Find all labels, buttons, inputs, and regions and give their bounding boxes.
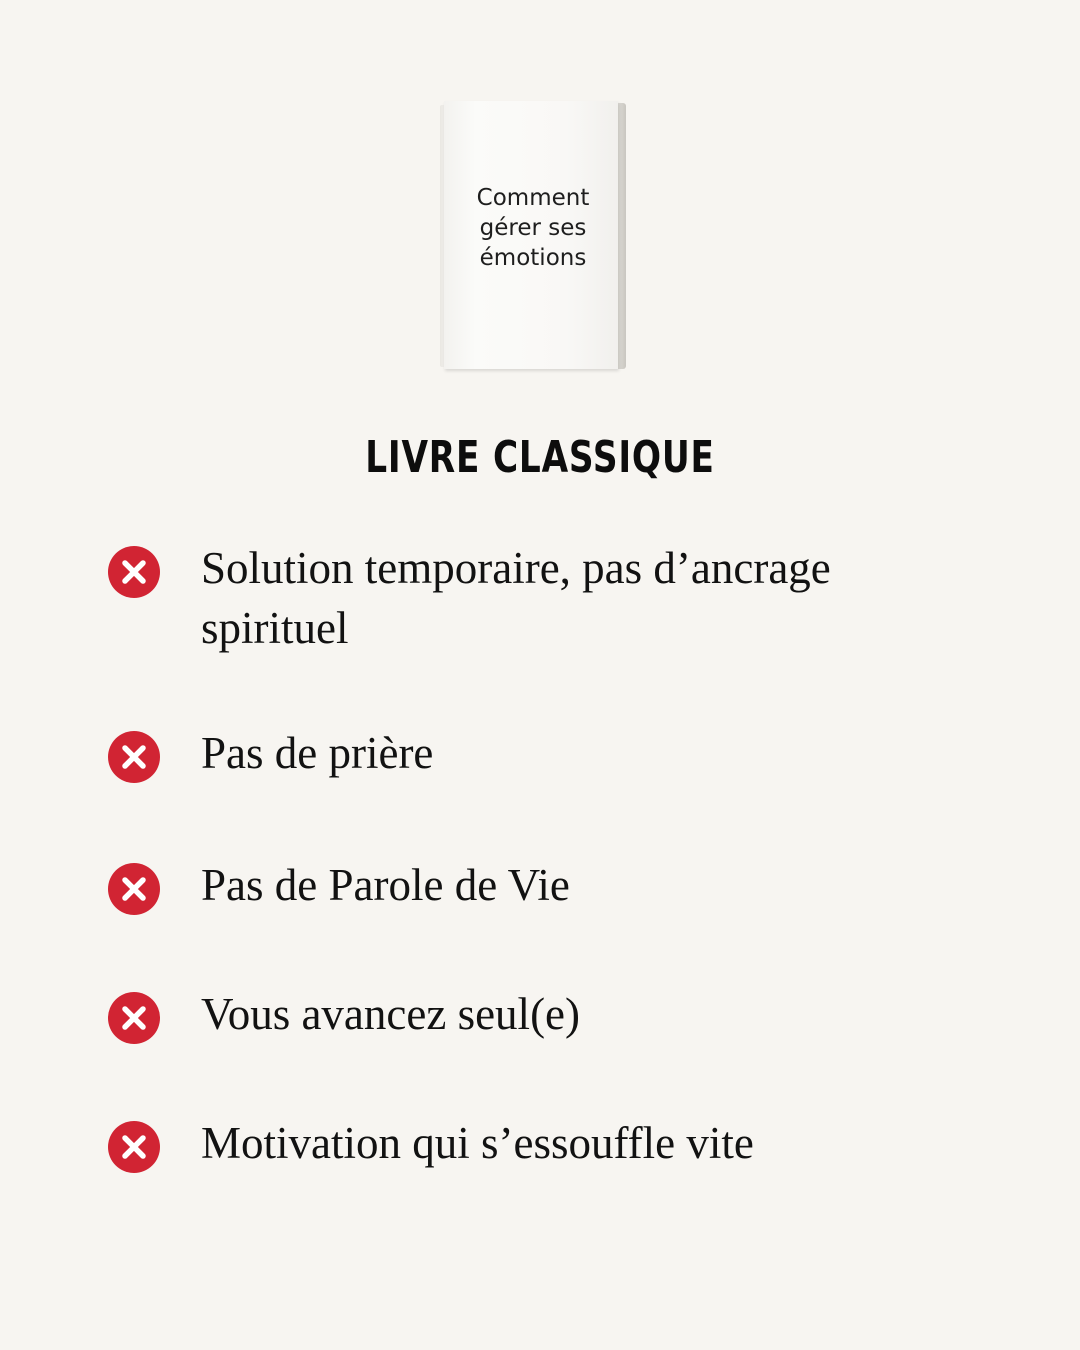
- list-item-label: Motivation qui s’essouffle vite: [201, 1118, 754, 1168]
- close-circle-icon: [108, 992, 160, 1044]
- close-circle-icon: [108, 863, 160, 915]
- list-item-label: Pas de Parole de Vie: [201, 860, 570, 910]
- close-circle-icon: [108, 731, 160, 783]
- book-cover: [444, 101, 618, 369]
- page-heading: LIVRE CLASSIQUE: [365, 432, 715, 483]
- list-item-label: Solution temporaire, pas d’ancrage spirituel: [201, 543, 831, 653]
- list-item-label: Pas de prière: [201, 728, 434, 778]
- book-illustration: [440, 101, 626, 371]
- book-title: Comment gérer ses émotions: [476, 185, 590, 271]
- list-item-label: Vous avancez seul(e): [201, 989, 581, 1039]
- close-circle-icon: [108, 1121, 160, 1173]
- close-circle-icon: [108, 546, 160, 598]
